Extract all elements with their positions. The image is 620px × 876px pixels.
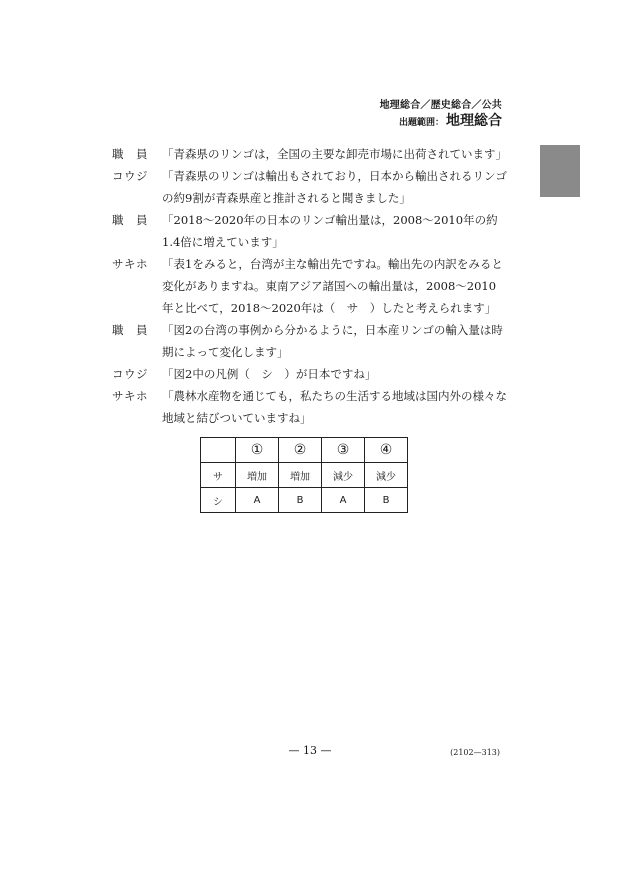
table-cell: A <box>322 488 365 513</box>
dialogue-text: 「青森県のリンゴは輸出もされており，日本から輸出されるリンゴの約9割が青森県産と推計されると聞きました」 <box>162 169 507 205</box>
table-cell: 増加 <box>279 463 322 488</box>
choice-2-header: ② <box>279 438 322 463</box>
dialogue-line <box>112 319 507 363</box>
answer-choice-table <box>200 437 408 513</box>
dialogue-text: 「表1をみると，台湾が主な輸出先ですね。輸出先の内訳をみると変化がありますね。東南アジア諸国への輸出量は，2008～2010年と比べて，2018～2020年は（ サ ）したと考えられます」 <box>162 257 503 315</box>
exam-code: (2102—313) <box>450 748 500 757</box>
dialogue-line <box>112 253 507 319</box>
row-label-shi: シ <box>201 488 236 513</box>
speaker-name: コウジ <box>112 367 148 381</box>
choice-3-header: ③ <box>322 438 365 463</box>
dialogue-text: 「図2の台湾の事例から分かるように，日本産リンゴの輸入量は時期によって変化します」 <box>162 323 503 359</box>
speaker-name: 職 員 <box>112 323 148 337</box>
table-corner-cell <box>201 438 236 463</box>
page-number: — 13 — <box>288 744 332 757</box>
section-tab-marker <box>540 145 580 197</box>
table-cell: B <box>365 488 408 513</box>
dialogue-text: 「農林水産物を通じても，私たちの生活する地域は国内外の様々な地域と結びついていますね」 <box>162 389 507 425</box>
table-header-row <box>201 438 408 463</box>
row-label-sa: サ <box>201 463 236 488</box>
speaker-name: コウジ <box>112 169 148 183</box>
choice-4-header: ④ <box>365 438 408 463</box>
speaker-name: 職 員 <box>112 213 148 227</box>
speaker-name: 職 員 <box>112 147 148 161</box>
table-row <box>201 488 408 513</box>
dialogue-text: 「青森県のリンゴは，全国の主要な卸売市場に出荷されています」 <box>162 147 507 161</box>
exam-range-label: 出題範囲： <box>398 118 444 128</box>
subject-header: 地理総合／歴史総合／公共 <box>379 100 502 111</box>
dialogue-line <box>112 209 507 253</box>
table-cell: 増加 <box>236 463 279 488</box>
dialogue <box>112 143 507 429</box>
table-cell: 減少 <box>322 463 365 488</box>
table-cell: A <box>236 488 279 513</box>
table-cell: B <box>279 488 322 513</box>
dialogue-line <box>112 385 507 429</box>
dialogue-text: 「2018～2020年の日本のリンゴ輸出量は，2008～2010年の約1.4倍に増えています」 <box>162 213 498 249</box>
table-cell: 減少 <box>365 463 408 488</box>
speaker-name: サキホ <box>112 389 148 403</box>
choice-1-header: ① <box>236 438 279 463</box>
dialogue-text: 「図2中の凡例（ シ ）が日本ですね」 <box>162 367 377 381</box>
dialogue-line <box>112 165 507 209</box>
dialogue-line <box>112 363 507 385</box>
dialogue-line <box>112 143 507 165</box>
table-row <box>201 463 408 488</box>
speaker-name: サキホ <box>112 257 148 271</box>
exam-range-value: 地理総合 <box>446 113 502 129</box>
exam-range <box>399 110 502 130</box>
